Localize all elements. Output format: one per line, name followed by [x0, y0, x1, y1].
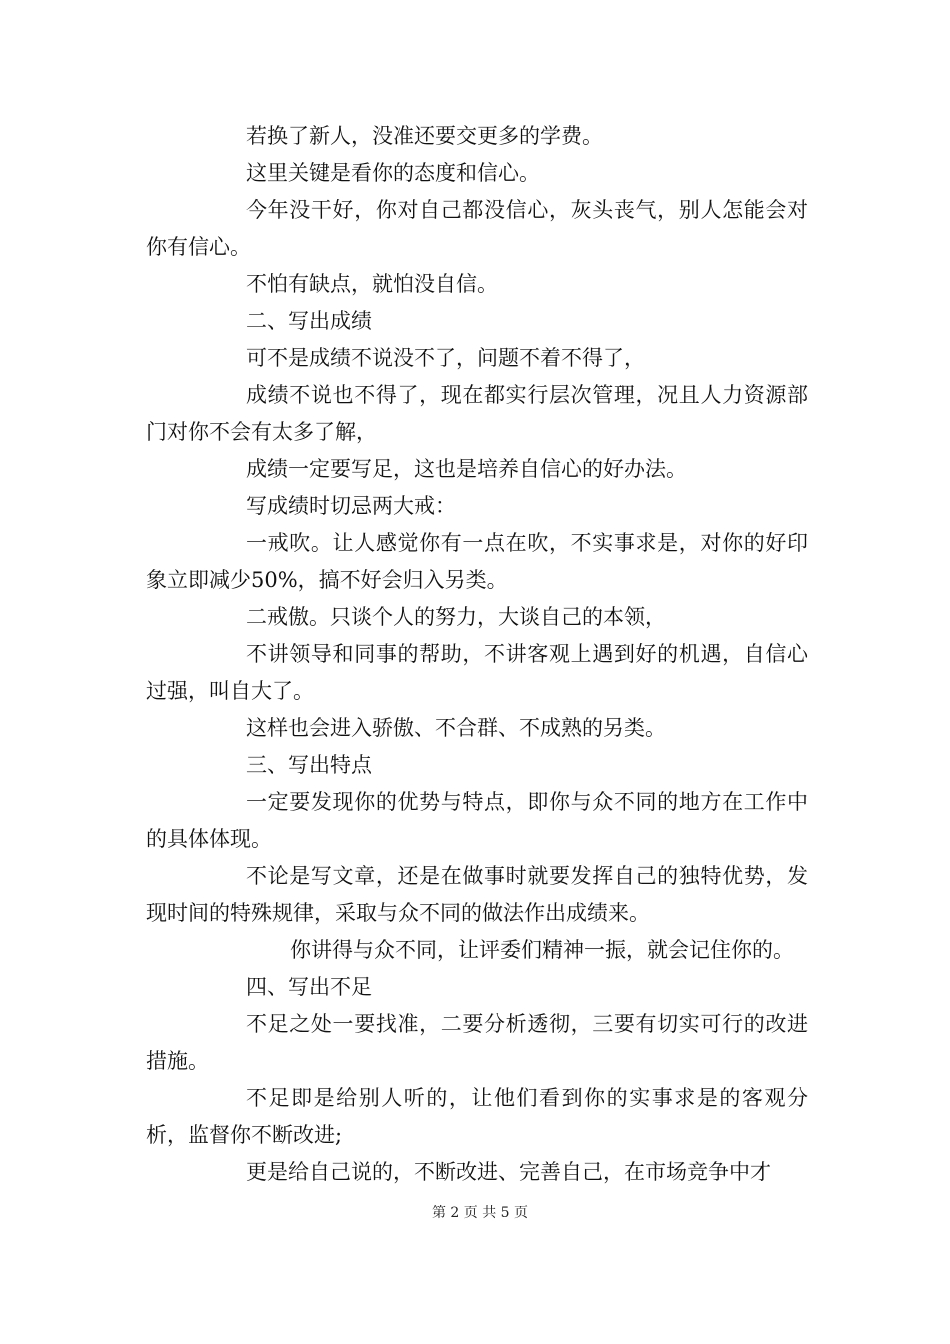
- paragraph: 更是给自己说的，不断改进、完善自己，在市场竞争中才: [246, 1160, 771, 1184]
- section-heading: 三、写出特点: [246, 753, 372, 777]
- page-number-label: 第 2 页 共 5 页: [431, 1205, 529, 1221]
- page-footer: [0, 1203, 950, 1223]
- paragraph-deep-indent: 你讲得与众不同，让评委们精神一振，就会记住你的。: [290, 938, 794, 962]
- paragraph: 一戒吹。让人感觉你有一点在吹，不实事求是，对你的好印象立即减少50%，搞不好会归入另类。: [146, 531, 808, 592]
- paragraph: 不足之处一要找准，二要分析透彻，三要有切实可行的改进措施。: [146, 1012, 808, 1073]
- section-heading: 二、写出成绩: [246, 309, 372, 333]
- paragraph: 这样也会进入骄傲、不合群、不成熟的另类。: [246, 716, 666, 740]
- paragraph: 不足即是给别人听的，让他们看到你的实事求是的客观分析，监督你不断改进;: [146, 1086, 808, 1147]
- section-heading: 四、写出不足: [246, 975, 372, 999]
- paragraph: 一定要发现你的优势与特点，即你与众不同的地方在工作中的具体体现。: [146, 790, 808, 851]
- paragraph: 成绩一定要写足，这也是培养自信心的好办法。: [246, 457, 687, 481]
- paragraph: 不讲领导和同事的帮助，不讲客观上遇到好的机遇，自信心过强，叫自大了。: [146, 642, 808, 703]
- paragraph: 写成绩时切忌两大戒：: [246, 494, 456, 518]
- document-body: [146, 118, 808, 1191]
- paragraph: 若换了新人，没准还要交更多的学费。: [246, 124, 603, 148]
- paragraph: 可不是成绩不说没不了，问题不着不得了，: [246, 346, 645, 370]
- paragraph: 这里关键是看你的态度和信心。: [246, 161, 540, 185]
- paragraph: 不论是写文章，还是在做事时就要发挥自己的独特优势，发现时间的特殊规律，采取与众不同的做法作出成绩来。: [146, 864, 808, 925]
- paragraph: 二戒傲。只谈个人的努力，大谈自己的本领，: [246, 605, 666, 629]
- paragraph: 今年没干好，你对自己都没信心，灰头丧气，别人怎能会对你有信心。: [146, 198, 808, 259]
- paragraph: 不怕有缺点，就怕没自信。: [246, 272, 498, 296]
- paragraph: 成绩不说也不得了，现在都实行层次管理，况且人力资源部门对你不会有太多了解，: [146, 383, 808, 444]
